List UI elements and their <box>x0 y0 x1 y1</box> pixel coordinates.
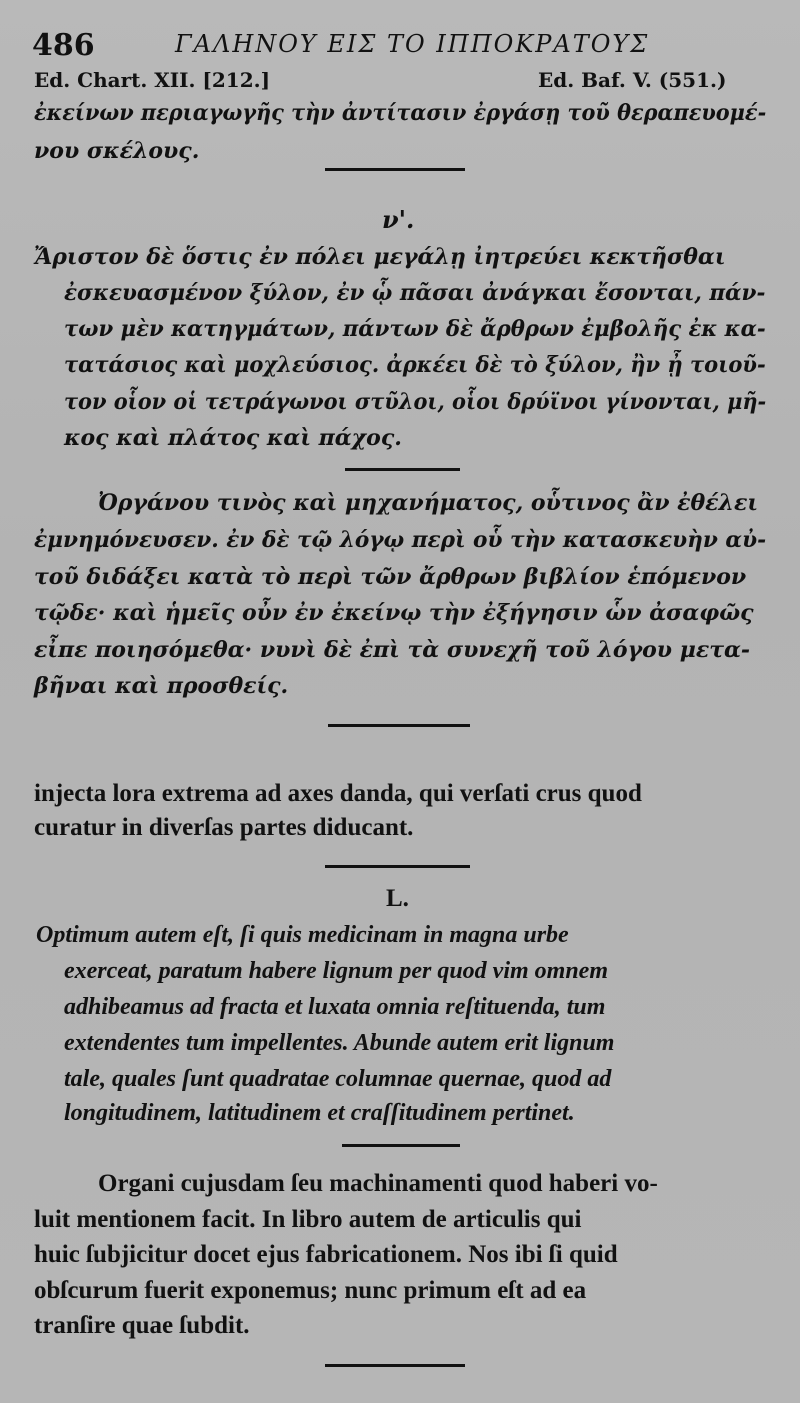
greek-commentary-line: εἶπε ποιησόμεθα· νυνὶ δὲ ἐπὶ τὰ συνεχῆ τοῦ λόγου μετα- <box>34 637 751 663</box>
section-divider <box>328 724 470 727</box>
greek-aphorism-line: τον οἷον οἱ τετράγωνοι στῦλοι, οἷοι δρύϊνοι γίνονται, μῆ- <box>64 389 767 415</box>
greek-intro-line: νου σκέλους. <box>34 138 200 164</box>
latin-section-number: L. <box>386 885 409 912</box>
latin-aphorism-line: adhibeamus ad fracta et luxata omnia reſtituenda, tum <box>64 994 606 1020</box>
latin-commentary-line: Organi cujusdam ſeu machinamenti quod haberi vo- <box>98 1170 658 1197</box>
page-number: 486 <box>32 28 95 63</box>
greek-commentary-line: ἐμνημόνευσεν. ἐν δὲ τῷ λόγῳ περὶ οὗ τὴν κατασκευὴν αὐ- <box>34 527 767 553</box>
greek-aphorism-line: των μὲν κατηγμάτων, πάντων δὲ ἄρθρων ἐμβολῆς ἐκ κα- <box>64 316 766 342</box>
greek-commentary-line: βῆναι καὶ προσθείς. <box>34 673 289 699</box>
greek-aphorism-line: Ἄριστον δὲ ὅστις ἐν πόλει μεγάλῃ ἰητρεύει κεκτῆσθαι <box>34 244 726 270</box>
section-divider <box>325 168 465 171</box>
greek-aphorism-line: κος καὶ πλάτος καὶ πάχος. <box>64 425 402 451</box>
latin-commentary-line: luit mentionem facit. In libro autem de articulis qui <box>34 1206 582 1233</box>
latin-aphorism-line: Optimum autem eſt, ſi quis medicinam in magna urbe <box>36 922 569 948</box>
section-divider <box>325 1364 465 1367</box>
greek-section-number: ν'. <box>382 205 415 234</box>
section-divider <box>342 1144 460 1147</box>
latin-intro-line: injecta lora extrema ad axes danda, qui verſati crus quod <box>34 780 642 807</box>
greek-commentary-line: Ὀργάνου τινὸς καὶ μηχανήματος, οὗτινος ἂν ἐθέλει <box>98 490 758 516</box>
greek-commentary-line: τοῦ διδάξει κατὰ τὸ περὶ τῶν ἄρθρων βιβλίον ἑπόμενον <box>34 564 747 590</box>
greek-intro-line: ἐκείνων περιαγωγῆς τὴν ἀντίτασιν ἐργάσῃ τοῦ θεραπευομέ- <box>34 100 767 126</box>
section-divider <box>345 468 460 471</box>
latin-intro-line: curatur in diverſas partes diducant. <box>34 814 414 841</box>
latin-aphorism-line: extendentes tum impellentes. Abunde autem erit lignum <box>64 1030 615 1056</box>
latin-aphorism-line: exerceat, paratum habere lignum per quod vim omnem <box>64 958 608 984</box>
latin-commentary-line: tranſire quae ſubdit. <box>34 1312 250 1339</box>
edition-reference-right: Ed. Baf. V. (551.) <box>538 68 727 92</box>
edition-reference-left: Ed. Chart. XII. [212.] <box>34 68 271 92</box>
greek-aphorism-line: τατάσιος καὶ μοχλεύσιος. ἀρκέει δὲ τὸ ξύλον, ἢν ᾖ τοιοῦ- <box>64 352 766 378</box>
running-title: ΓΑΛΗΝΟΥ ΕΙΣ ΤΟ ΙΠΠΟΚΡΑΤΟΥΣ <box>175 30 650 58</box>
latin-commentary-line: huic ſubjicitur docet ejus fabricationem. Nos ibi ſi quid <box>34 1241 618 1268</box>
latin-aphorism-line: tale, quales ſunt quadratae columnae quernae, quod ad <box>64 1066 612 1092</box>
section-divider <box>325 865 470 868</box>
latin-commentary-line: obſcurum fuerit exponemus; nunc primum eſt ad ea <box>34 1277 587 1304</box>
greek-aphorism-line: ἐσκευασμένον ξύλον, ἐν ᾧ πᾶσαι ἀνάγκαι ἔσονται, πάν- <box>64 280 766 306</box>
greek-commentary-line: τῷδε· καὶ ἡμεῖς οὖν ἐν ἐκείνῳ τὴν ἐξήγησιν ὧν ἀσαφῶς <box>34 600 754 626</box>
latin-aphorism-line: longitudinem, latitudinem et craſſitudinem pertinet. <box>64 1100 575 1126</box>
